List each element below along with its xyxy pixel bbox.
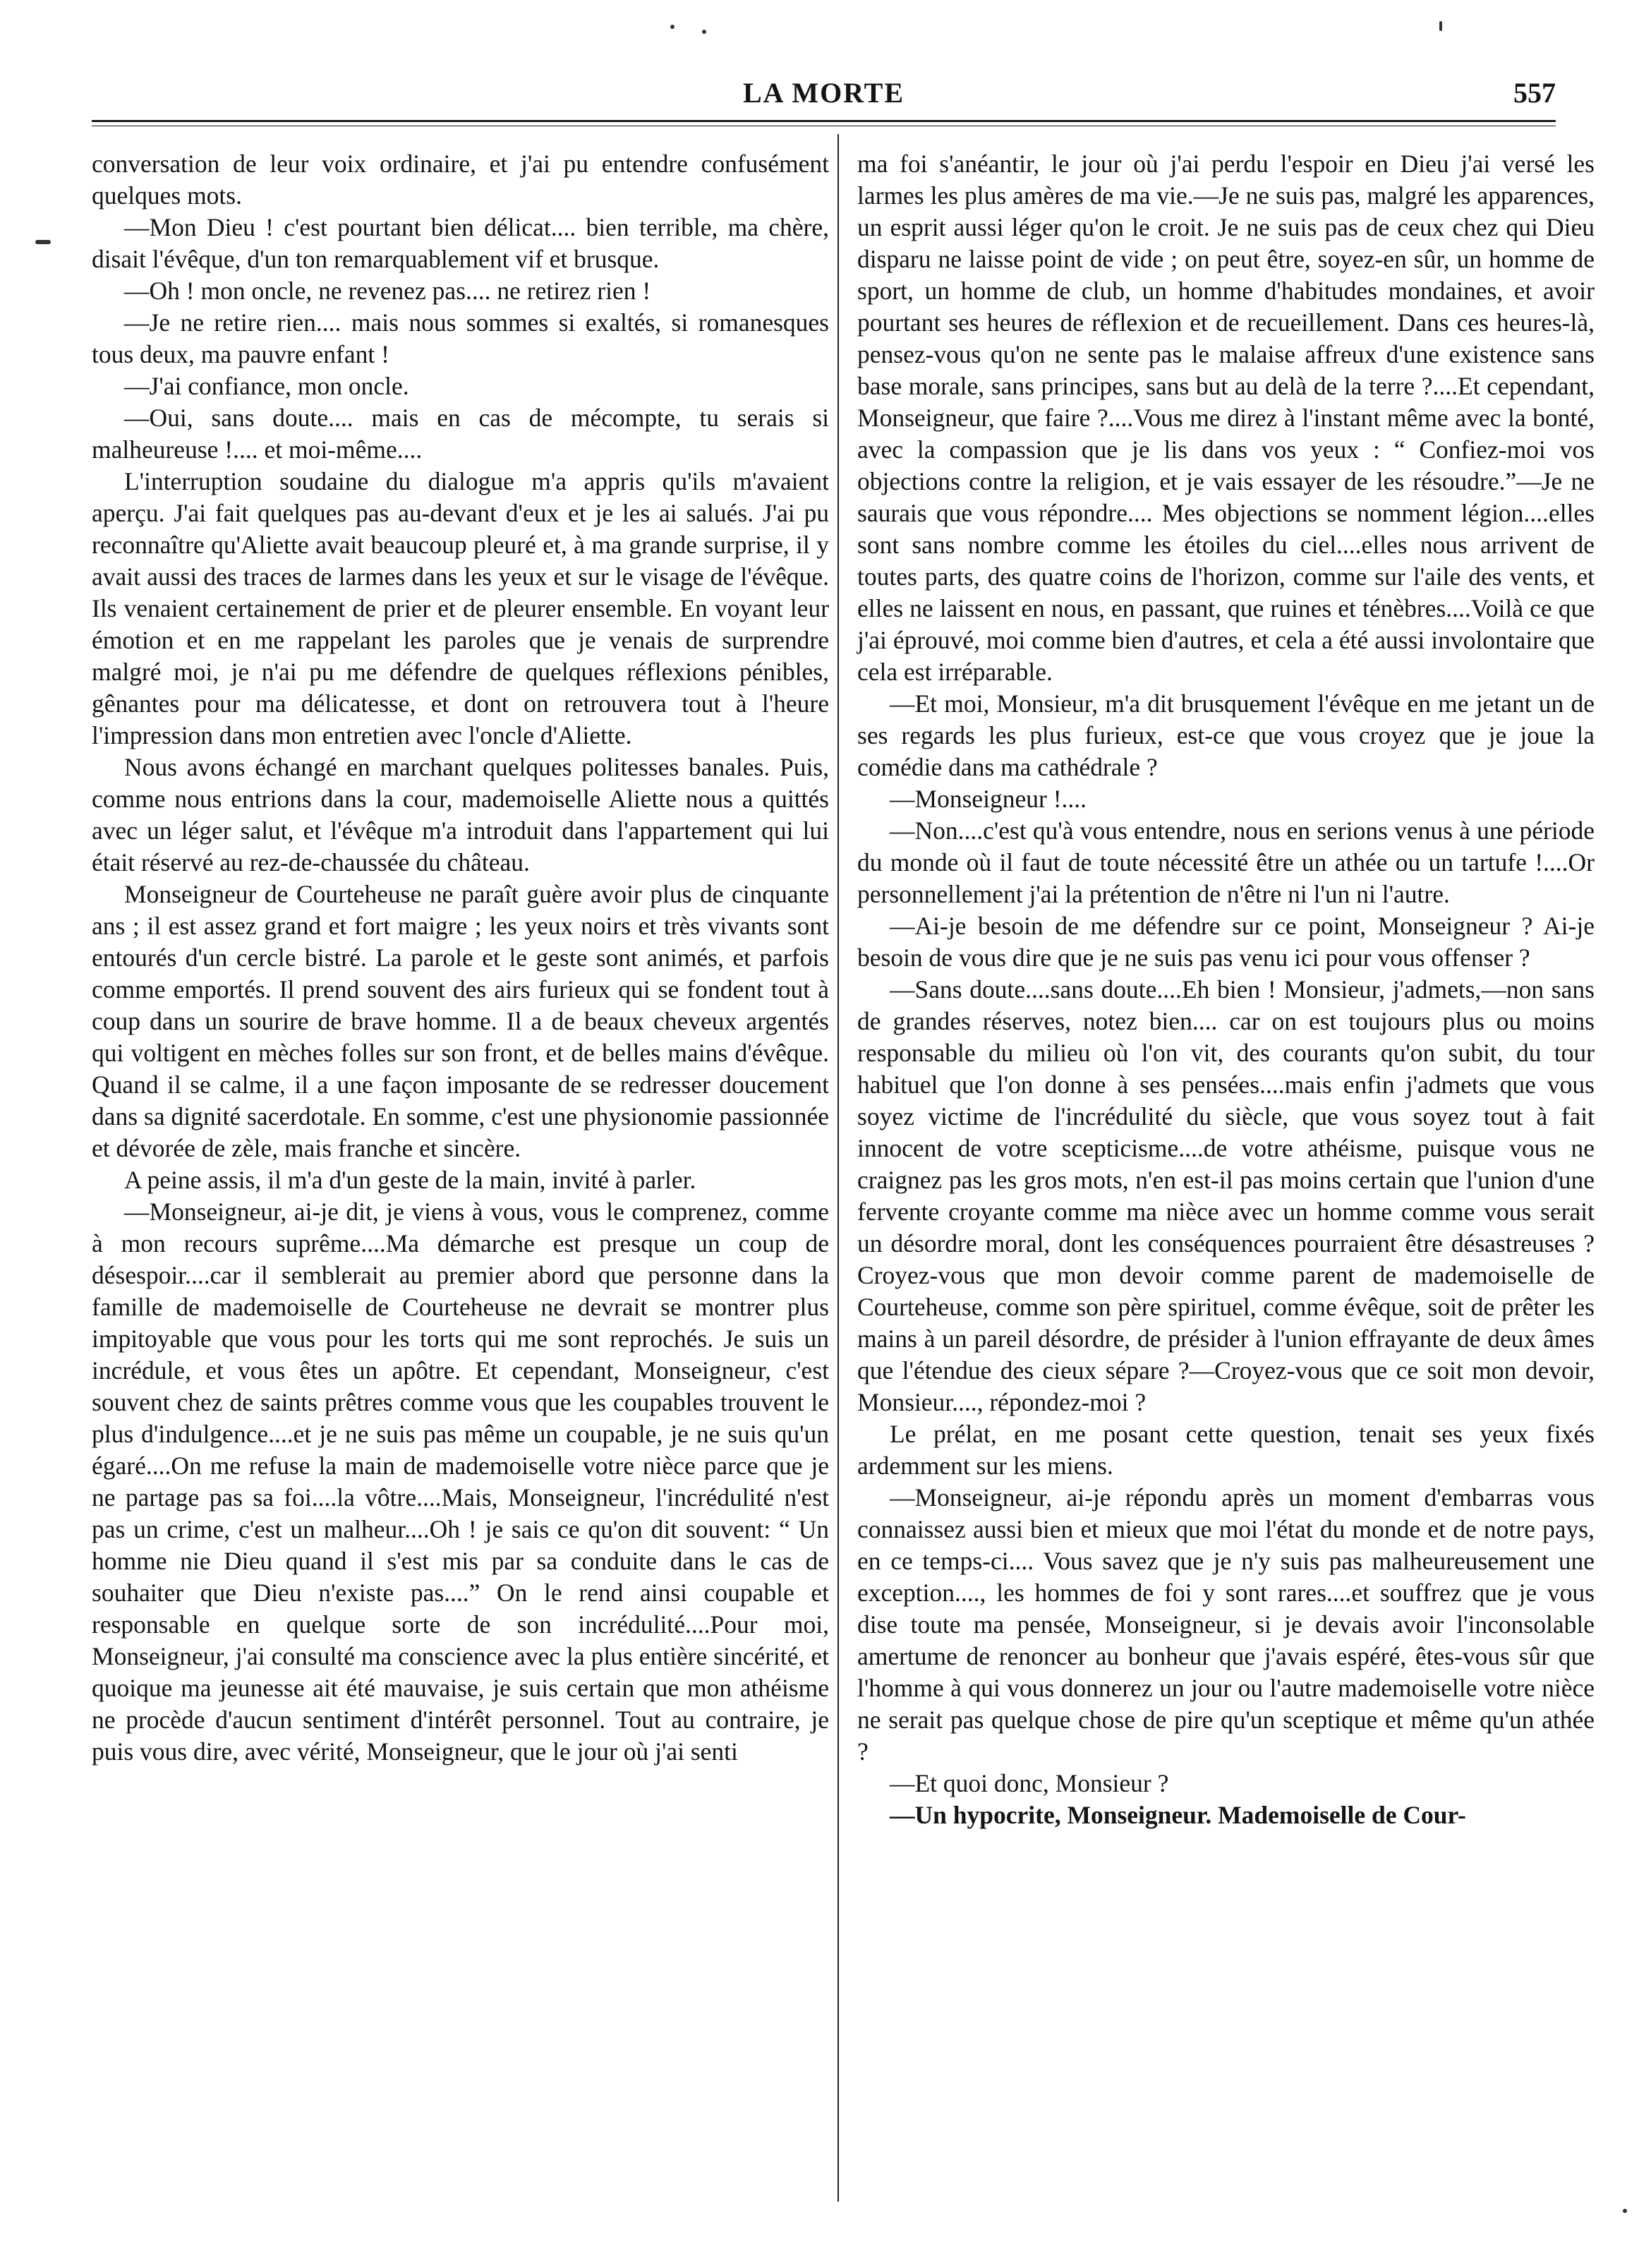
paragraph: Le prélat, en me posant cette question, tenait ses yeux fixés ardemment sur les miens.: [857, 1420, 1595, 1480]
print-speck: [702, 30, 706, 34]
paragraph: Nous avons échangé en marchant quelques politesses banales. Puis, comme nous entrions dans la cour, mademoiselle Aliette nous a quittés avec un léger salut, et l'évêque m'a introduit dans l'appartement qui lui était réservé au rez-de-chaussée du château.: [92, 753, 829, 876]
paragraph: —Monseigneur, ai-je dit, je viens à vous, vous le comprenez, comme à mon recours suprême....Ma démarche est presque un coup de désespoir....car il semblerait au premier abord que personne dans la famille de mademoiselle de Courteheuse ne devrait se montrer plus impitoyable que vous pour les torts qui me sont reprochés. Je suis un incrédule, et vous êtes un apôtre. Et cependant, Monseigneur, c'est souvent chez de saints prêtres comme vous que les coupables trouvent le plus d'indulgence....et je ne suis pas même un coupable, je ne suis qu'un égaré....On me refuse la main de mademoiselle votre nièce parce que je ne partage pas sa foi....la vôtre....Mais, Monseigneur, l'incrédulité n'est pas un crime, c'est un malheur....Oh ! je sais ce qu'on dit souvent: “ Un homme nie Dieu quand il s'est mis par sa conduite dans le cas de souhaiter que Dieu n'existe pas....” On le rend ainsi coupable et responsable en quelque sorte de son incrédulité....Pour moi, Monseigneur, j'ai consulté ma conscience avec la plus entière sincérité, et quoique ma jeunesse ait été mauvaise, je suis certain que mon athéisme ne procède d'aucun sentiment d'intérêt personnel. Tout au contraire, je puis vous dire, avec vérité, Monseigneur, que le jour où j'ai senti: [92, 1198, 829, 1766]
print-speck: [1623, 2209, 1627, 2213]
paragraph: —Non....c'est qu'à vous entendre, nous en serions venus à une période du monde où il faut de toute nécessité être un athée ou un tartufe !....Or personnellement j'ai la prétention de n'être ni l'un ni l'autre.: [857, 816, 1595, 908]
paragraph: —Monseigneur, ai-je répondu après un moment d'embarras vous connaissez aussi bien et mieux que moi l'état du monde et de notre pays, en ce temps-ci.... Vous savez que je n'y suis pas malheureusement une exception...., les hommes de foi y sont rares....et souffrez que je vous dise toute ma pensée, Monseigneur, si je devais avoir l'inconsolable amertume de renoncer au bonheur que j'avais espéré, êtes-vous sûr que l'homme à qui vous donnerez un jour ou l'autre mademoiselle votre nièce ne serait pas quelque chose de pire qu'un sceptique et même qu'un athée ?: [857, 1483, 1595, 1766]
paragraph: conversation de leur voix ordinaire, et j'ai pu entendre confusément quelques mots.: [92, 150, 829, 210]
right-column: [857, 148, 1595, 1831]
paragraph: Monseigneur de Courteheuse ne paraît guère avoir plus de cinquante ans ; il est assez grand et fort maigre ; les yeux noirs et très vivants sont entourés d'un cercle bistré. La parole et le geste sont animés, et parfois comme emportés. Il prend souvent des airs furieux qui se fondent tout à coup dans un sourire de brave homme. Il a de beaux cheveux argentés qui voltigent en mèches folles sur son front, et de belles mains d'évêque. Quand il se calme, il a une façon imposante de se redresser doucement dans sa dignité sacerdotale. En somme, c'est une physionomie passionnée et dévorée de zèle, mais franche et sincère.: [92, 880, 829, 1162]
page-header: [92, 76, 1556, 119]
paragraph: —Oui, sans doute.... mais en cas de mécompte, tu serais si malheureuse !.... et moi-même....: [92, 404, 829, 464]
left-column: [92, 148, 829, 1768]
paragraph: —Et moi, Monsieur, m'a dit brusquement l'évêque en me jetant un de ses regards les plus furieux, est-ce que vous croyez que je joue la comédie dans ma cathédrale ?: [857, 689, 1595, 781]
print-speck: [1439, 21, 1442, 31]
paragraph: —Ai-je besoin de me défendre sur ce point, Monseigneur ? Ai-je besoin de vous dire que je ne suis pas venu ici pour vous offenser ?: [857, 912, 1595, 972]
print-speck: [670, 25, 675, 29]
page-number: 557: [1513, 77, 1556, 109]
paragraph: —Mon Dieu ! c'est pourtant bien délicat.... bien terrible, ma chère, disait l'évêque, d'un ton remarquablement vif et brusque.: [92, 213, 829, 273]
paragraph: —Sans doute....sans doute....Eh bien ! Monsieur, j'admets,—non sans de grandes réserves, notez bien.... car on est toujours plus ou moins responsable du milieu où l'on vit, des courants qu'on subit, du tour habituel que l'on donne à ses pensées....mais enfin j'admets que vous soyez victime de l'incrédulité du siècle, que vous soyez tout à fait innocent de votre scepticisme....de votre athéisme, puisque vous ne craignez pas les gros mots, n'en est-il pas moins certain que l'union d'une fervente croyante comme ma nièce avec un homme comme vous serait un désordre moral, dont les conséquences pourraient être désastreuses ? Croyez-vous que mon devoir comme parent de mademoiselle de Courteheuse, comme son père spirituel, comme évêque, soit de prêter les mains à un pareil désordre, de présider à l'union effrayante de deux âmes que l'étendue des cieux sépare ?—Croyez-vous que ce soit mon devoir, Monsieur...., répondez-moi ?: [857, 975, 1595, 1416]
paragraph: —Monseigneur !....: [890, 785, 1087, 813]
paragraph: —Oh ! mon oncle, ne revenez pas.... ne retirez rien !: [124, 277, 651, 305]
paragraph: A peine assis, il m'a d'un geste de la main, invité à parler.: [124, 1166, 696, 1194]
header-rule-thick: [92, 120, 1556, 122]
paragraph: L'interruption soudaine du dialogue m'a appris qu'ils m'avaient aperçu. J'ai fait quelques pas au-devant d'eux et je les ai salués. J'ai pu reconnaître qu'Aliette avait beaucoup pleuré et, à ma grande surprise, il y avait aussi des traces de larmes dans les yeux et sur le visage de l'évêque. Ils venaient certainement de prier et de pleurer ensemble. En voyant leur émotion et en me rappelant les paroles que je venais de surprendre malgré moi, je n'ai pu me défendre de quelques réflexions pénibles, gênantes pour ma délicatesse, et dont on retrouvera tout à l'heure l'impression dans mon entretien avec l'oncle d'Aliette.: [92, 467, 829, 749]
print-speck: [35, 240, 51, 244]
paragraph: —Et quoi donc, Monsieur ?: [890, 1769, 1169, 1797]
paragraph: —Je ne retire rien.... mais nous sommes si exaltés, si romanesques tous deux, ma pauvre enfant !: [92, 308, 829, 368]
paragraph: ma foi s'anéantir, le jour où j'ai perdu l'espoir en Dieu j'ai versé les larmes les plus amères de ma vie.—Je ne suis pas, malgré les apparences, un esprit aussi léger qu'on le croit. Je ne suis pas de ceux chez qui Dieu disparu ne laisse point de vide ; on peut être, soyez-en sûr, un homme de sport, un homme de club, un homme d'habitudes mondaines, et avoir pourtant ses heures de réflexion et de recueillement. Dans ces heures-là, pensez-vous qu'on ne sente pas le malaise affreux d'une existence sans base morale, sans principes, sans but au delà de la terre ?....Et cependant, Monseigneur, que faire ?....Vous me direz à l'instant même avec la bonté, avec la compassion que je lis dans vos yeux : “ Confiez-moi vos objections contre la religion, et je vais essayer de les résoudre.”—Je ne saurais que vous répondre.... Mes objections se nomment légion....elles sont sans nombre comme les étoiles du ciel....elles nous arrivent de toutes parts, des quatre coins de l'horizon, comme sur l'aile des vents, et elles ne laissent en nous, en passant, que ruines et ténèbres....Voilà ce que j'ai éprouvé, moi comme bien d'autres, et cela a été aussi involontaire que cela est irréparable.: [857, 150, 1595, 686]
paragraph: —J'ai confiance, mon oncle.: [124, 372, 409, 400]
running-title: LA MORTE: [742, 77, 905, 109]
paragraph: —Un hypocrite, Monseigneur. Mademoiselle de Cour-: [890, 1801, 1466, 1829]
column-divider: [837, 134, 839, 2202]
